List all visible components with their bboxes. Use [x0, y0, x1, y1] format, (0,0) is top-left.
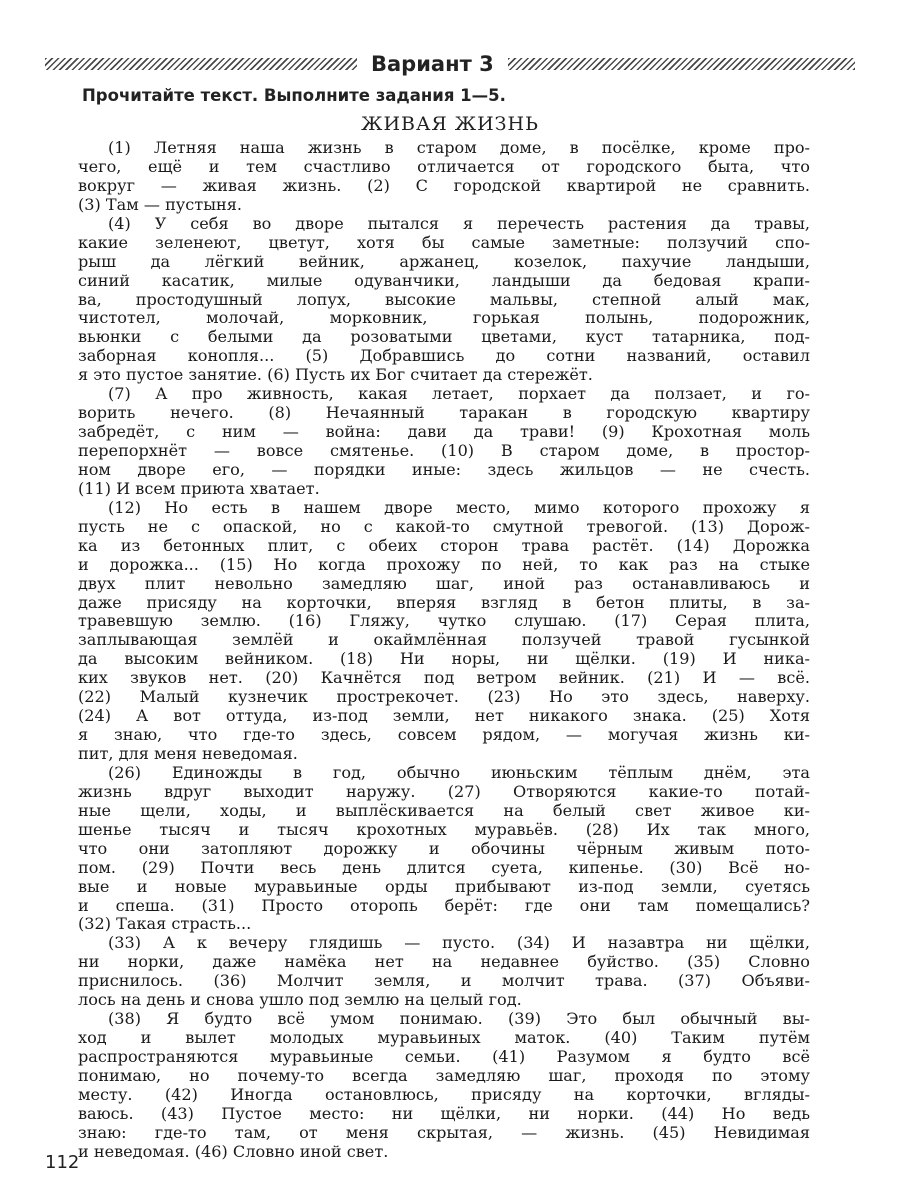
text-line: чистотел, молочай, морковник, горькая полынь, подорожник, [78, 308, 810, 328]
text-line: (24) А вот оттуда, из-под земли, нет никакого знака. (25) Хотя [78, 706, 810, 726]
text-line: я это пустое занятие. (6) Пусть их Бог считает да стережёт. [78, 365, 593, 385]
text-line: (32) Такая страсть... [78, 914, 252, 934]
text-line: (33) А к вечеру глядишь — пусто. (34) И назавтра ни щёлки, [108, 933, 810, 953]
hatch-decoration-right [508, 58, 855, 70]
text-body [78, 139, 810, 1162]
text-line: жизнь вдруг выходит наружу. (27) Отворяются какие-то потай- [78, 781, 810, 801]
text-line: синий касатик, милые одуванчики, ландыши да бедовая крапи- [78, 270, 810, 290]
text-line: какие зеленеют, цветут, хотя бы самые заметные: ползучий спо- [78, 232, 810, 252]
text-line: пит, для меня неведомая. [78, 744, 298, 763]
text-line: вокруг — живая жизнь. (2) С городской квартирой не сравнить. [78, 175, 810, 195]
text-line: ход и вылет молодых муравьиных маток. (40) Таким путём [78, 1028, 810, 1048]
text-line: вые и новые муравьиные орды прибывают из-под земли, суетясь [78, 876, 810, 896]
text-line: понимаю, но почему-то всегда замедляю шаг, проходя по этому [78, 1065, 810, 1085]
text-line: (1) Летняя наша жизнь в старом доме, в посёлке, кроме про- [108, 138, 810, 157]
text-line: распространяются муравьиные семьи. (41) Разумом я будто всё [78, 1047, 810, 1066]
text-line: и спеша. (31) Просто оторопь берёт: где они там помещались? [78, 895, 810, 915]
text-line: (26) Единожды в год, обычно июньским тёплым днём, эта [108, 762, 810, 782]
text-line: ких звуков нет. (20) Качнётся под ветром вейник. (21) И — всё. [78, 668, 810, 688]
text-line: ваюсь. (43) Пустое место: ни щёлки, ни норки. (44) Но ведь [78, 1103, 810, 1123]
text-line: (11) И всем приюта хватает. [78, 478, 320, 498]
text-title: ЖИВАЯ ЖИЗНЬ [361, 113, 539, 135]
text-line: месту. (42) Иногда остановлюсь, присяду на корточки, вгляды- [78, 1084, 810, 1104]
text-line: приснилось. (36) Молчит земля, и молчит трава. (37) Объяви- [78, 971, 810, 991]
text-line: вьюнки с белыми да розоватыми цветами, куст татарника, под- [78, 327, 810, 347]
text-line: (22) Малый кузнечик прострекочет. (23) Но это здесь, наверху. [78, 687, 810, 707]
text-line: пом. (29) Почти весь день длится суета, кипенье. (30) Всё но- [78, 857, 810, 877]
text-line: заплывающая землёй и окаймлённая ползучей травой гусынкой [78, 630, 810, 650]
text-line: я знаю, что где-то здесь, совсем рядом, — могучая жизнь ки- [78, 725, 810, 745]
text-line: шенье тысяч и тысяч крохотных муравьёв. (28) Их так много, [78, 819, 810, 839]
text-line: знаю: где-то там, от меня скрытая, — жизнь. (45) Невидимая [78, 1122, 810, 1142]
text-line: ворить нечего. (8) Нечаянный таракан в городскую квартиру [78, 403, 810, 423]
task-instruction: Прочитайте текст. Выполните задания 1—5. [82, 86, 506, 105]
text-line: заборная конопля... (5) Добравшись до сотни названий, оставил [78, 346, 810, 366]
text-line: (4) У себя во дворе пытался я перечесть растения да травы, [108, 213, 810, 233]
text-line: (3) Там — пустыня. [78, 194, 243, 214]
variant-header [45, 50, 855, 78]
text-line: и дорожка... (15) Но когда прохожу по ней, то как раз на стыке [78, 554, 810, 574]
text-line: лось на день и снова ушло под землю на целый год. [78, 990, 522, 1010]
hatch-decoration-left [45, 58, 357, 70]
text-line: ка из бетонных плит, с обеих сторон трава растёт. (14) Дорожка [78, 535, 810, 555]
text-line: перепорхнёт — вовсе смятенье. (10) В старом доме, в простор- [78, 441, 810, 460]
variant-title: Вариант 3 [371, 52, 494, 76]
text-line: и неведомая. (46) Словно иной свет. [78, 1141, 389, 1161]
text-line: да высоким вейником. (18) Ни норы, ни щёлки. (19) И ника- [78, 649, 810, 669]
text-line: ва, простодушный лопух, высокие мальвы, степной алый мак, [78, 289, 810, 309]
text-line: чего, ещё и тем счастливо отличается от городского быта, что [78, 156, 810, 176]
text-line: ни норки, даже намёка нет на недавнее буйство. (35) Словно [78, 952, 810, 972]
text-line: даже присяду на корточки, вперяя взгляд в бетон плиты, в за- [78, 592, 810, 612]
text-line: ном дворе его, — порядки иные: здесь жильцов — не счесть. [78, 459, 810, 479]
text-line: (38) Я будто всё умом понимаю. (39) Это был обычный вы- [108, 1009, 810, 1029]
text-line: рыш да лёгкий вейник, аржанец, козелок, пахучие ландыши, [78, 251, 810, 271]
text-line: забредёт, с ним — война: дави да трави! (9) Крохотная моль [78, 422, 810, 442]
page-number: 112 [45, 1152, 80, 1173]
text-line: пусть не с опаской, но с какой-то смутной тревогой. (13) Дорож- [78, 516, 810, 536]
text-line: ные щели, ходы, и выплёскивается на белый свет живое ки- [78, 800, 810, 820]
text-line: травевшую землю. (16) Гляжу, чутко слушаю. (17) Серая плита, [78, 611, 810, 631]
text-line: (12) Но есть в нашем дворе место, мимо которого прохожу я [108, 497, 810, 517]
text-line: (7) А про живность, какая летает, порхает да ползает, и го- [108, 384, 810, 404]
text-line: двух плит невольно замедляю шаг, иной раз останавливаюсь и [78, 573, 810, 593]
text-line: что они затопляют дорожку и обочины чёрным живым пото- [78, 838, 810, 858]
